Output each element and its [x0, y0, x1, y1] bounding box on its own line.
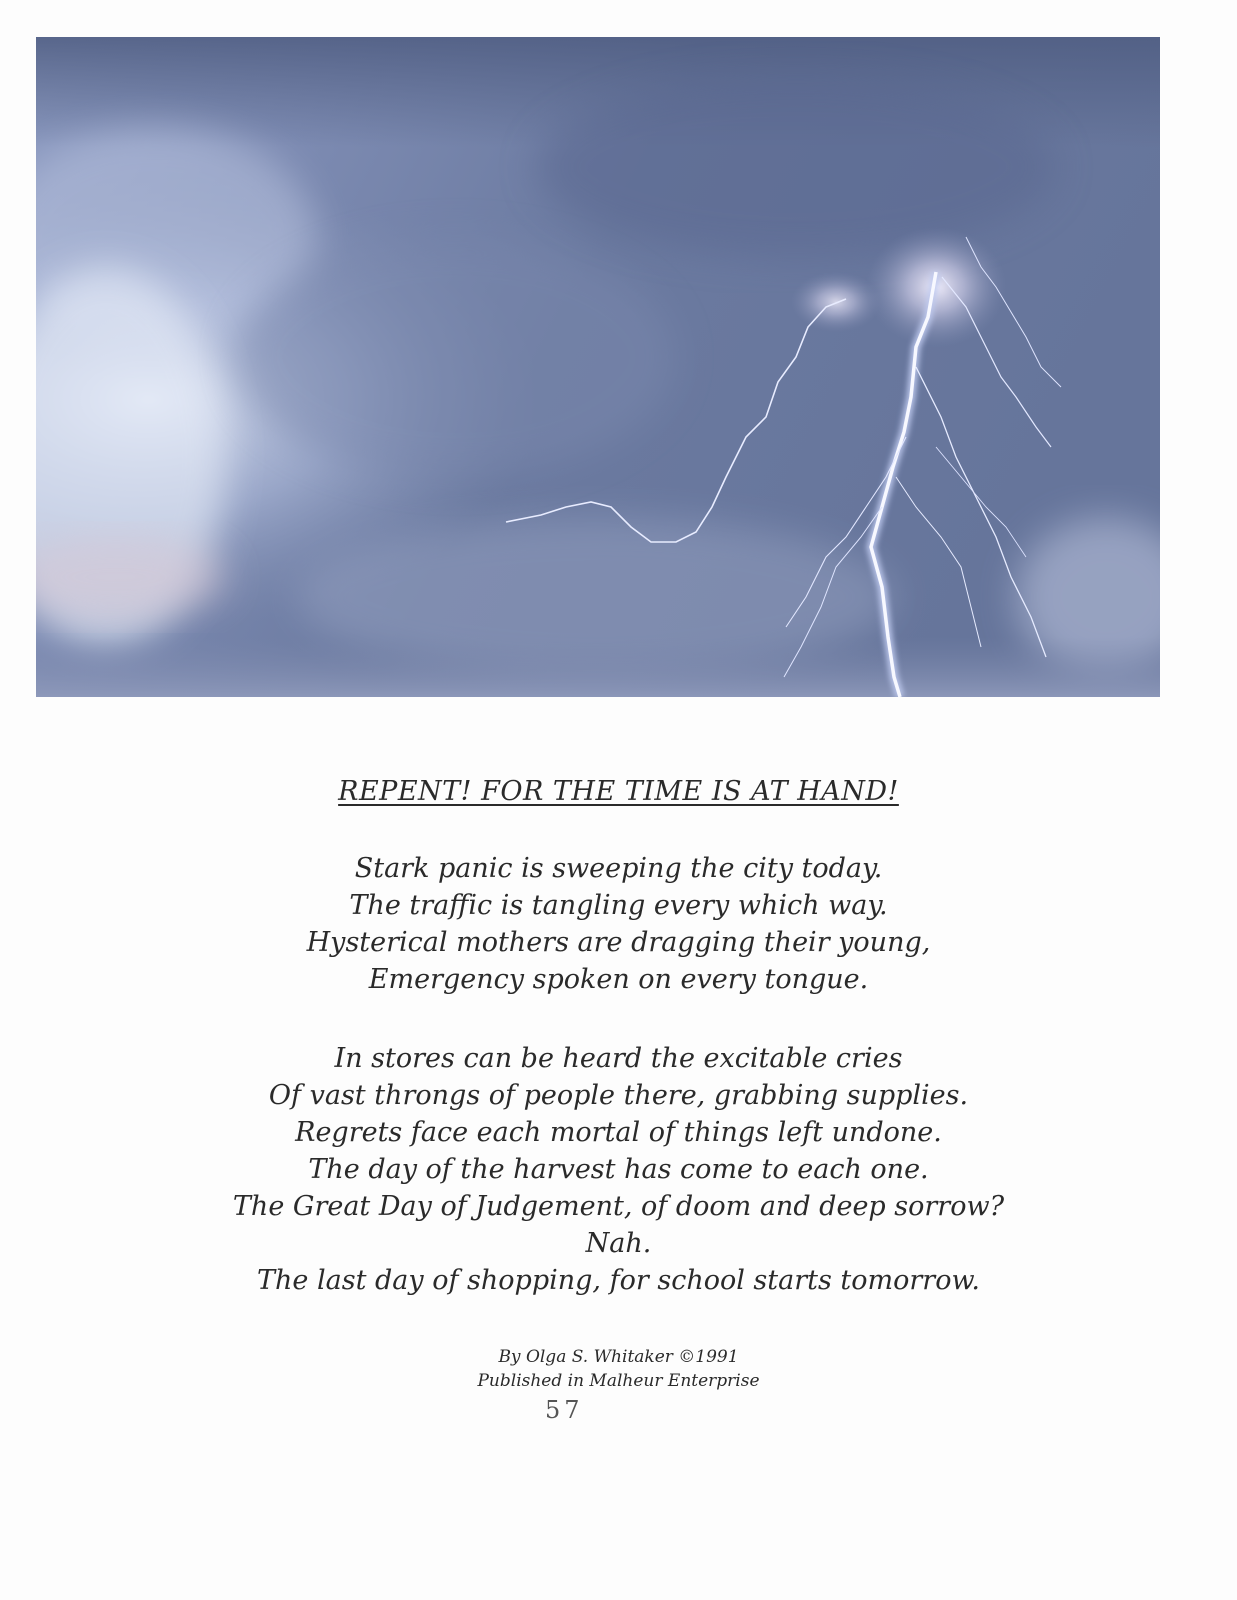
stanza-2: [0, 1040, 1237, 1299]
poem-line: Hysterical mothers are dragging their young,: [306, 927, 931, 958]
publication-line: Published in Malheur Enterprise: [477, 1371, 760, 1391]
poem-line: Regrets face each mortal of things left undone.: [295, 1117, 942, 1148]
poem-title: REPENT! FOR THE TIME IS AT HAND!: [338, 776, 899, 807]
lightning-storm-photo: [36, 37, 1160, 697]
poem-line: The last day of shopping, for school starts tomorrow.: [257, 1265, 980, 1296]
poem-line: Nah.: [585, 1228, 652, 1259]
stanza-1: [0, 850, 1237, 998]
poem-line: Emergency spoken on every tongue.: [368, 964, 869, 995]
poem-line: Of vast throngs of people there, grabbing supplies.: [268, 1080, 969, 1111]
poem-line: Stark panic is sweeping the city today.: [354, 853, 883, 884]
page-number: 57: [545, 1396, 584, 1424]
author-line: By Olga S. Whitaker ©1991: [498, 1347, 739, 1367]
storm-illustration: [36, 37, 1160, 697]
poem-line: In stores can be heard the excitable cries: [334, 1043, 903, 1074]
poem-line: The traffic is tangling every which way.: [349, 890, 888, 921]
author-credits: [0, 1345, 1237, 1393]
poem-line: The day of the harvest has come to each one.: [308, 1154, 929, 1185]
poem-line: The Great Day of Judgement, of doom and deep sorrow?: [232, 1191, 1005, 1222]
